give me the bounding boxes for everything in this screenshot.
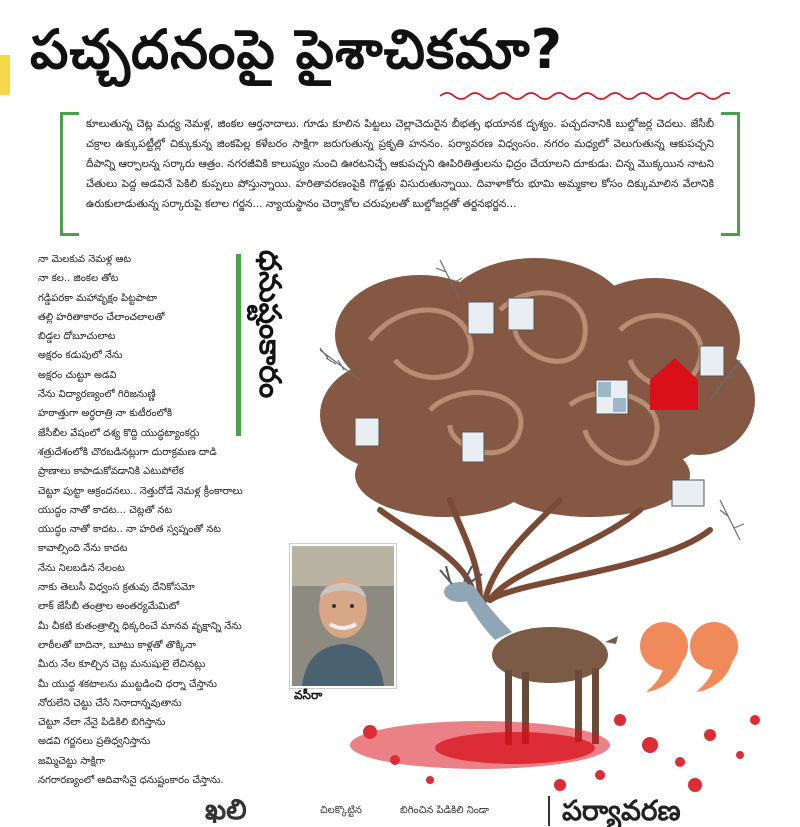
summary-bracket-right [721, 112, 740, 236]
poem-line: అక్షరం కడుపులో నేను [38, 350, 123, 362]
page-edge-strip [0, 0, 10, 826]
poem-line: అక్షరం చుట్టూ అడవి [38, 369, 117, 381]
poem-line: జమ్మిచెట్టు సాక్షిగా [38, 755, 105, 767]
poem-line: నేను నిలబడిన నేలంట [38, 562, 125, 574]
poem-line: చెట్టూ పుట్టా ఆక్రందనలు.. నెత్తురోడే నెమళ్ల క్రీంకారాలు [38, 485, 243, 497]
poem-line: యుద్ధం నాతో కాదట... చెట్లతో నట [38, 504, 173, 516]
summary-bracket-left [60, 112, 79, 236]
blood-splatter [350, 714, 760, 792]
teaser-fragment-b: బిగించిన పిడికిలి నిండా [400, 805, 489, 816]
poem-line: కావాల్సింది నేను కాదట [38, 543, 128, 555]
poem-line: నా మెలకువ నెమళ్ల ఆట [38, 254, 132, 265]
poem-line: లాక్ జేసీబీ తంత్రాల అంతర్యమేమిటో [38, 601, 180, 613]
quote-icon [634, 616, 744, 696]
title-bar [236, 254, 241, 436]
poem-line: చెట్టూ నేలా నేనై పిడికిలి బిగిస్తాను [38, 717, 166, 729]
teaser-heading-right: పర్యావరణ [562, 794, 681, 827]
poem-line: నోరులేని చెట్టు చేసే నినాదాన్నవుతాను [38, 697, 182, 709]
headline: పచ్చదనంపై పైశాచికమా? [30, 18, 563, 81]
poem-line: గడ్డిపరకా మహావృక్షం పిట్టపాటా [38, 292, 158, 304]
poem-title-text: ధనుష్టంకారం [252, 250, 287, 399]
poem-line: యుద్ధం నాతో కాదట.. నా హరిత స్వప్నంతో నట [38, 524, 221, 536]
poem-line: తల్లి హరితాకారం చేలాంచలాలతో [38, 311, 165, 323]
poem-line: మీరు నేల కూల్చిన చెట్ల మనుషులై లేచినట్లు [38, 659, 206, 671]
teaser-heading-left: ఖలి [205, 793, 247, 826]
poem-line: హఠాత్తుగా అర్ధరాత్రి నా కుటీరంలోకి [38, 408, 173, 420]
tree-illustration [300, 240, 770, 800]
poem-title [230, 250, 300, 440]
poem-line: నేను విద్యారణ్యంలో గిరిజనుణ్ణి [38, 389, 156, 401]
article-summary [60, 112, 740, 236]
author-name: వసీరా [294, 688, 323, 702]
poem-line: బిడ్డల దోబూచులాట [38, 331, 116, 343]
poem-line: నగరారణ్యంలో ఆదివాసినై ధనుష్టంకారం చేస్తాను. [38, 775, 224, 787]
poem-line: నాకు తెలుసీ విధ్వంస క్రతువు దేనికోసమో [38, 582, 195, 594]
poem-line: శత్రుదేశంలోకి చొరబడినట్లుగా దురాక్రమణ దాడి [38, 446, 217, 458]
poem-line: నా కల.. జింకల తోట [38, 273, 119, 285]
poem-line: మీ చీకటి కుతంత్రాల్ని ధిక్కరించే మానవ వృక్షాన్ని నేను [38, 620, 242, 632]
next-article-teaser [0, 790, 800, 826]
column-divider [548, 796, 550, 826]
teaser-fragment-a: చిలక్కొట్టిన [320, 805, 362, 816]
poem-line: లాఠీలతో బాదినా, బూటు కాళ్లతో తొక్కినా [38, 639, 196, 651]
poem-line: ప్రాణాలు కాపాడుకోవడానికి ఎటుపోలేక [38, 466, 184, 478]
poem-line: అడవి గర్జనలు ప్రతిధ్వనిస్తాను [38, 736, 151, 748]
author-photo [290, 544, 396, 688]
poem-line: మీ యుద్ధ శకటాలను ముట్టడించి ధర్నా చేస్తాను [38, 678, 217, 690]
poem-line: జేసీబీల వేషంలో దశ్య కొద్ది యుద్ధట్యాంకర్లు [38, 427, 200, 439]
deer-illustration [440, 566, 618, 745]
summary-text: కూలుతున్న చెట్ల మధ్య నెమళ్ల, జింకల ఆర్తనాదాలు. గూడు కూలిన పిట్టలు చెల్లాచెదురైన బీభత్స భయానక దృశ్యం. పచ్చదనానికి బుల్డోజర్ల చెదలు. జేసీబీ చక్రాల ఉక్కుపట్టీల్లో చిక్కుకున్న జింకపిల్ల కళేబరం సాక్షిగా జరుగుతున్న ప్రకృతి హననం. పర్యావరణ విధ్వంసం. నగరం మధ్యలో వెలుగుతున్న ఆకుపచ్చని దీపాన్ని ఆర్పాలన్న సర్కారు ఆత్రం. నగరజీవికి కాలుష్యం నుంచి ఊరటనిచ్చే ఆకుపచ్చని ఊపిరితిత్తులను ఛిద్రం చేయాలని దూకుడు. చిన్న మొక్కయిన నాటని చేతులు పెద్ద అడవినే పెకిలి కుప్పలు పోస్తున్నాయి. హరితావరణంపైకి గొడ్డళ్లు విసురుతున్నాయి. దివాళాకోరు భూమి అమ్మకాల కోసం దిక్కుమాలిన వేలానికి ఉరుకులాడుతున్న సర్కారుపై కలాల గర్జన... న్యాయస్థానం చెర్నాకోల చరుపులతో బుల్డోజర్లతో తర్జనభర్జన... [86, 118, 714, 210]
headline-underline [440, 90, 730, 102]
